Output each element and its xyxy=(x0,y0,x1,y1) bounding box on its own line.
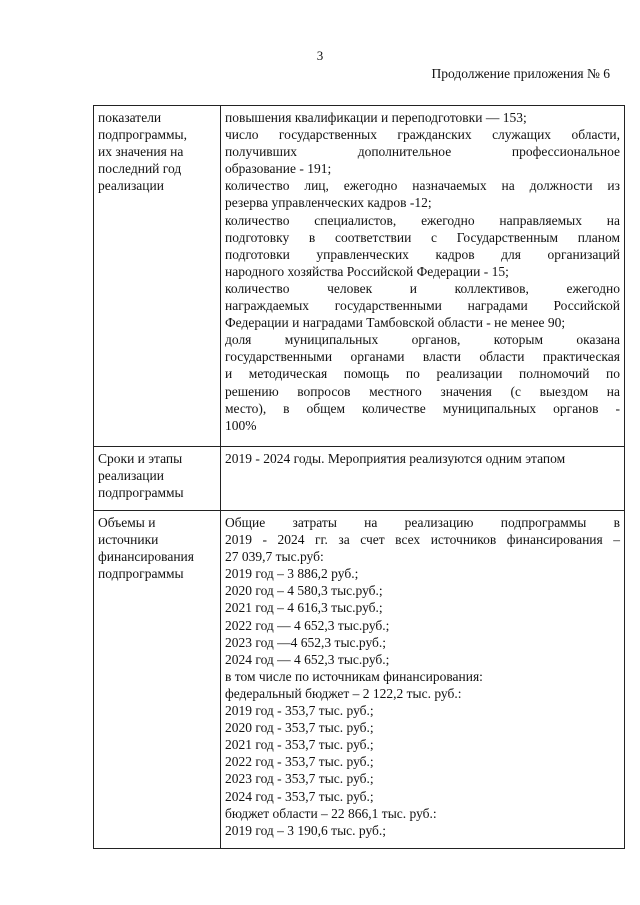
row-content-line: федеральный бюджет – 2 122,2 тыс. руб.: xyxy=(225,685,462,701)
appendix-continuation-header: Продолжение приложения № 6 xyxy=(431,66,610,81)
row-content-line: доля муниципальных органов, которым оказана xyxy=(225,332,620,348)
row-content-line: 2022 год — 4 652,3 тыс.руб.; xyxy=(225,617,390,633)
row-label-cell xyxy=(94,447,221,511)
row-content-cell xyxy=(221,106,625,447)
row-label-line: последний год xyxy=(98,161,182,177)
row-content-line: 2024 год — 4 652,3 тыс.руб.; xyxy=(225,651,390,667)
row-content-line: народного хозяйства Российской Федерации - 15; xyxy=(225,263,509,279)
row-content-cell xyxy=(221,447,625,511)
row-label-line: подпрограммы, xyxy=(98,127,187,143)
row-label-line: Объемы и xyxy=(98,515,156,530)
row-label-line: подпрограммы xyxy=(98,566,184,582)
row-label-cell xyxy=(94,106,221,447)
row-content-line: подготовку в соответствии с Государственным планом xyxy=(225,229,620,245)
row-content-line: количество специалистов, ежегодно направляемых на xyxy=(225,212,620,228)
subprogram-passport-table xyxy=(93,105,625,849)
row-content-line: государственными органами власти области практическая xyxy=(225,349,620,365)
row-content-line: 2022 год - 353,7 тыс. руб.; xyxy=(225,754,374,770)
row-content-line: место), в общем количестве муниципальных органов - xyxy=(225,400,620,416)
row-content-line: 100% xyxy=(225,417,257,433)
row-content-line: награждаемых государственными наградами Российской xyxy=(225,298,620,314)
row-label-line: подпрограммы xyxy=(98,485,184,501)
row-label-line: их значения на xyxy=(98,144,184,160)
table-row xyxy=(94,447,625,511)
row-content-line: количество лиц, ежегодно назначаемых на должности из xyxy=(225,178,620,194)
row-content-line: 2021 год - 353,7 тыс. руб.; xyxy=(225,737,374,753)
row-content-line: 2024 год - 353,7 тыс. руб.; xyxy=(225,788,374,804)
row-content-line: резерва управленческих кадров -12; xyxy=(225,195,432,211)
row-content-line: 2021 год – 4 616,3 тыс.руб.; xyxy=(225,600,383,616)
row-content-line: Общие затраты на реализацию подпрограммы в xyxy=(225,515,620,530)
row-content-line: 2023 год —4 652,3 тыс.руб.; xyxy=(225,634,387,650)
table-row xyxy=(94,106,625,447)
row-content-line: 2020 год - 353,7 тыс. руб.; xyxy=(225,720,374,736)
row-content-line: подготовки управленческих кадров для организаций xyxy=(225,246,620,262)
row-label-line: реализации xyxy=(98,468,164,484)
row-content-line: бюджет области – 22 866,1 тыс. руб.: xyxy=(225,805,437,821)
row-label-line: Сроки и этапы xyxy=(98,451,183,466)
row-content-line: 2023 год - 353,7 тыс. руб.; xyxy=(225,771,374,787)
row-content-line: 2019 - 2024 гг. за счет всех источников финансирования – xyxy=(225,532,620,548)
row-content-line: 2019 год – 3 190,6 тыс. руб.; xyxy=(225,822,387,838)
row-content-line: 2019 год – 3 886,2 руб.; xyxy=(225,566,359,582)
row-content-line: количество человек и коллективов, ежегодно xyxy=(225,280,620,296)
row-content-line: 27 039,7 тыс.руб: xyxy=(225,549,324,565)
row-label-line: показатели xyxy=(98,110,162,125)
row-content-line: образование - 191; xyxy=(225,161,332,177)
table-row xyxy=(94,511,625,849)
row-content-line: повышения квалификации и переподготовки — 153; xyxy=(225,110,527,125)
row-content-line: число государственных гражданских служащих области, xyxy=(225,127,620,143)
row-label-line: финансирования xyxy=(98,549,194,565)
page-number: 3 xyxy=(316,48,324,63)
row-content-line: и методическая помощь по реализации полномочий по xyxy=(225,366,620,382)
row-label-line: источники xyxy=(98,532,159,548)
row-content-line: 2019 - 2024 годы. Мероприятия реализуются одним этапом xyxy=(225,451,566,466)
row-content-line: получивших дополнительное профессиональное xyxy=(225,144,620,160)
row-label-line: реализации xyxy=(98,178,164,194)
row-content-line: решению вопросов местного значения (с выездом на xyxy=(225,383,620,399)
row-content-line: в том числе по источникам финансирования: xyxy=(225,668,483,684)
row-content-cell xyxy=(221,511,625,849)
row-content-line: 2019 год - 353,7 тыс. руб.; xyxy=(225,703,374,719)
row-content-line: Федерации и наградами Тамбовской области - не менее 90; xyxy=(225,315,566,331)
row-label-cell xyxy=(94,511,221,849)
row-content-line: 2020 год – 4 580,3 тыс.руб.; xyxy=(225,583,383,599)
